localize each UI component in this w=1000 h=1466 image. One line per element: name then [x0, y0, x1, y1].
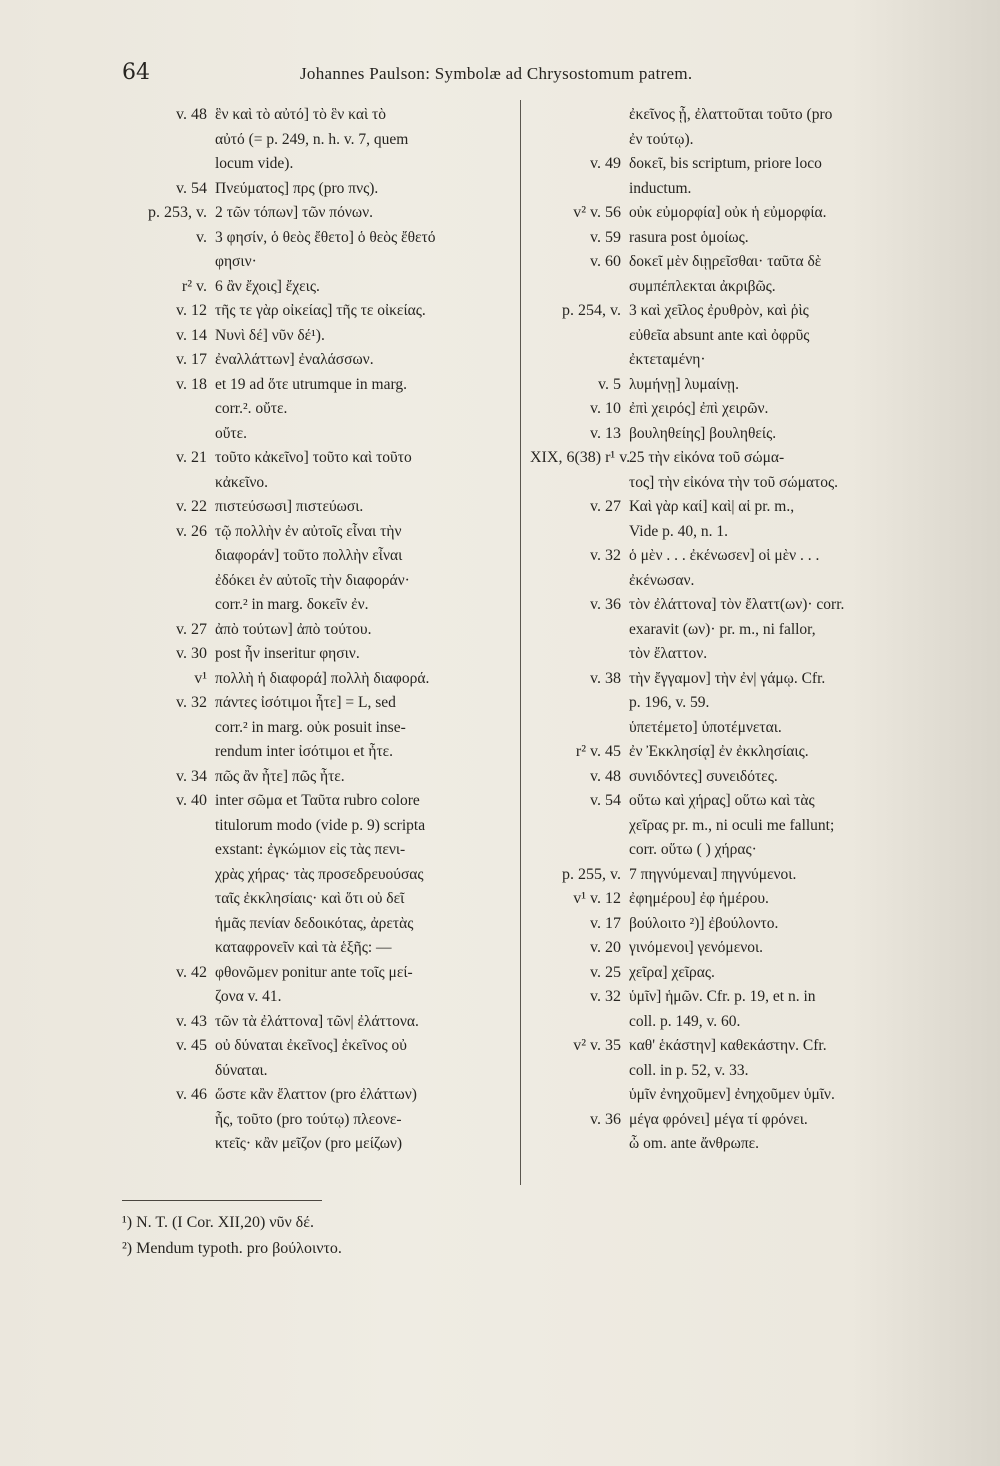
text-line: βουληθείης] βουληθείς.	[629, 424, 777, 442]
entry-text	[629, 593, 942, 667]
text-line: ἓν καὶ τὸ αὐτό] τὸ ἓν καὶ τὸ	[215, 106, 386, 123]
apparatus-entry	[530, 789, 942, 863]
footnote-rule	[122, 1200, 322, 1201]
verse-reference: v. 48	[590, 767, 621, 785]
apparatus-entry	[108, 495, 513, 520]
text-line: ἐκένωσαν.	[629, 571, 695, 589]
verse-reference: v. 21	[176, 449, 207, 466]
apparatus-entry	[108, 520, 513, 618]
entry-text	[215, 446, 513, 495]
entry-text	[629, 1034, 942, 1108]
text-line: οὕτω καὶ χήρας] οὕτω καὶ τὰς	[629, 792, 815, 809]
entry-text	[215, 765, 513, 790]
apparatus-entry	[108, 103, 513, 177]
verse-reference: v. 38	[590, 669, 621, 687]
apparatus-entry	[530, 422, 942, 447]
text-line: ἡμᾶς πενίαν δεδοικότας, ἀρετὰς	[215, 914, 414, 932]
verse-reference: v. 60	[590, 253, 621, 270]
apparatus-entry	[108, 324, 513, 349]
text-line: corr. οὕτω ( ) χήρας·	[629, 841, 757, 858]
entry-text	[629, 667, 942, 741]
text-line: δοκεῖ μὲν διῃρεῖσθαι· ταῦτα δὲ	[629, 253, 822, 270]
verse-reference: v² v. 56	[573, 204, 621, 221]
text-line: τὸν ἐλάττονα] τὸν ἔλαττ(ων)· corr.	[629, 596, 845, 613]
page-number: 64	[122, 60, 150, 85]
verse-reference: v. 32	[590, 547, 621, 564]
apparatus-entry	[108, 299, 513, 324]
verse-reference: v. 17	[176, 351, 207, 368]
apparatus-entry	[108, 765, 513, 790]
verse-reference: v. 13	[590, 424, 621, 442]
entry-text	[215, 1083, 513, 1157]
apparatus-entry	[108, 691, 513, 765]
text-line: οὔτε.	[215, 424, 248, 442]
text-line: χεῖρα] χεῖρας.	[629, 963, 715, 981]
entry-text	[215, 324, 513, 349]
verse-reference: v. 48	[176, 106, 207, 123]
text-line: 3 φησίν, ὁ θεὸς ἔθετο] ὁ θεὸς ἔθετό	[215, 228, 436, 246]
text-line: ἐναλλάττων] ἐναλάσσων.	[215, 351, 374, 368]
text-line: locum vide).	[215, 155, 294, 172]
text-line: ὦ om. ante ἄνθρωπε.	[629, 1135, 760, 1152]
apparatus-entry	[530, 299, 942, 373]
text-line: ἐκεῖνος ᾖ, ἐλαττοῦται τοῦτο (pro	[629, 106, 833, 123]
text-line: post ἦν inseritur φησιν.	[215, 645, 360, 662]
text-line: et 19 ad ὅτε utrumque in marg.	[215, 375, 407, 393]
apparatus-entry	[108, 177, 513, 202]
apparatus-entry	[530, 985, 942, 1034]
text-line: Καὶ γὰρ καί] καὶ| αἱ pr. m.,	[629, 498, 795, 515]
text-line: coll. p. 149, v. 60.	[629, 1012, 741, 1030]
entry-text	[215, 520, 513, 618]
entry-text	[629, 397, 942, 422]
entry-text	[629, 765, 942, 790]
apparatus-entry	[108, 373, 513, 447]
apparatus-entry	[530, 740, 942, 765]
verse-reference: v.	[196, 228, 207, 246]
text-line: συνιδόντες] συνειδότες.	[629, 767, 778, 785]
text-line: οὐ δύναται ἐκεῖνος] ἐκεῖνος οὐ	[215, 1037, 407, 1054]
text-line: Νυνὶ δέ] νῦν δέ¹).	[215, 326, 325, 344]
apparatus-entry	[530, 961, 942, 986]
text-line: εὐθεῖα absunt ante καὶ ὀφρῦς	[629, 326, 810, 344]
right-column	[530, 103, 942, 1157]
entry-text	[215, 1034, 513, 1083]
verse-reference: v² v. 35	[573, 1037, 621, 1054]
entry-text	[215, 667, 513, 692]
text-line: Πνεύματος] πρς (pro πνς).	[215, 179, 379, 197]
entry-text	[215, 373, 513, 447]
apparatus-entry	[530, 103, 942, 152]
apparatus-entry	[530, 446, 942, 495]
running-title: Johannes Paulson: Symbolæ ad Chrysostomum patrem.	[300, 64, 693, 83]
entry-text	[629, 250, 942, 299]
text-line: τῆς τε γὰρ οἰκείας] τῆς τε οἰκείας.	[215, 302, 426, 319]
apparatus-entry	[108, 1083, 513, 1157]
apparatus-entry	[530, 936, 942, 961]
left-column	[108, 103, 513, 1157]
text-line: ἀπὸ τούτων] ἀπὸ τούτου.	[215, 620, 372, 638]
verse-reference: v. 46	[176, 1086, 207, 1103]
verse-reference: v. 49	[590, 155, 621, 172]
text-line: ὑμῖν] ἡμῶν. Cfr. p. 19, et n. in	[629, 988, 816, 1005]
verse-reference: v. 54	[590, 792, 621, 809]
text-line: πολλὴ ἡ διαφορά] πολλὴ διαφορά.	[215, 669, 430, 687]
text-line: Vide p. 40, n. 1.	[629, 522, 728, 540]
text-line: ὁ μὲν . . . ἐκένωσεν] οἱ μὲν . . .	[629, 547, 820, 564]
verse-reference: v. 40	[176, 792, 207, 809]
verse-reference: v. 20	[590, 939, 621, 956]
entry-text	[215, 961, 513, 1010]
verse-reference: v. 32	[590, 988, 621, 1005]
text-line: p. 196, v. 59.	[629, 694, 710, 711]
text-line: ταῖς ἐκκλησίαις· καὶ ὅτι οὐ δεῖ	[215, 890, 405, 907]
verse-reference: r² v. 45	[575, 743, 621, 760]
text-line: rendum inter ἰσότιμοι et ἦτε.	[215, 743, 394, 760]
entry-text	[629, 863, 942, 888]
apparatus-entry	[530, 373, 942, 398]
text-line: φθονῶμεν ponitur ante τοῖς μεί-	[215, 963, 413, 981]
entry-text	[215, 495, 513, 520]
apparatus-entry	[108, 642, 513, 667]
verse-reference: XIX, 6(38) r¹ v.	[530, 449, 631, 466]
entry-text	[215, 226, 513, 275]
text-line: ὑμῖν ἐνηχοῦμεν] ἐνηχοῦμεν ὑμῖν.	[629, 1086, 835, 1103]
verse-reference: v. 36	[590, 1110, 621, 1128]
text-line: φησιν·	[215, 253, 257, 270]
verse-reference: v. 5	[598, 375, 621, 393]
entry-text	[215, 275, 513, 300]
apparatus-entry	[530, 887, 942, 912]
entry-text	[629, 446, 942, 495]
text-line: rasura post ὁμοίως.	[629, 228, 749, 246]
entry-text	[215, 789, 513, 961]
text-line: λυμήνῃ] λυμαίνῃ.	[629, 375, 739, 393]
text-line: αὐτό (= p. 249, n. h. v. 7, quem	[215, 130, 409, 148]
text-line: corr.². οὔτε.	[215, 400, 288, 417]
entry-text	[629, 201, 942, 226]
text-line: 3 καὶ χεῖλος ἐρυθρὸν, καὶ ῥὶς	[629, 302, 809, 319]
entry-text	[629, 961, 942, 986]
apparatus-entry	[530, 1108, 942, 1157]
text-line: χρὰς χήρας· τὰς προσεδρευούσας	[215, 865, 424, 883]
footnote: ²) Mendum typoth. pro βούλοιντο.	[122, 1240, 342, 1257]
verse-reference: p. 255, v.	[562, 865, 621, 883]
text-line: κτεῖς· κἂν μεῖζον (pro μείζων)	[215, 1135, 403, 1152]
text-line: ζονα v. 41.	[215, 988, 282, 1005]
text-line: χεῖρας pr. m., ni oculi me fallunt;	[629, 816, 835, 834]
verse-reference	[530, 103, 629, 152]
entry-text	[215, 177, 513, 202]
verse-reference: v. 30	[176, 645, 207, 662]
apparatus-entry	[530, 544, 942, 593]
entry-text	[629, 495, 942, 544]
verse-reference: v. 59	[590, 228, 621, 246]
verse-reference: v. 12	[176, 302, 207, 319]
text-line: γινόμενοι] γενόμενοι.	[629, 939, 764, 956]
text-line: ἐκτεταμένη·	[629, 351, 706, 368]
apparatus-entry	[530, 593, 942, 667]
text-line: πιστεύσωσι] πιστεύωσι.	[215, 498, 364, 515]
entry-text	[215, 348, 513, 373]
apparatus-entry	[530, 1034, 942, 1108]
apparatus-entry	[108, 961, 513, 1010]
entry-text	[629, 1108, 942, 1157]
text-line: πῶς ἂν ἦτε] πῶς ἦτε.	[215, 767, 345, 785]
footnote: ¹) N. T. (I Cor. XII,20) νῦν δέ.	[122, 1214, 314, 1231]
text-line: ἐν Ἐκκλησίᾳ] ἐν ἐκκλησίαις.	[629, 743, 809, 760]
verse-reference: v. 45	[176, 1037, 207, 1054]
verse-reference: p. 254, v.	[562, 302, 621, 319]
text-line: coll. in p. 52, v. 33.	[629, 1061, 749, 1079]
entry-text	[629, 740, 942, 765]
text-line: inter σῶμα et Ταῦτα rubro colore	[215, 792, 420, 809]
apparatus-entry	[108, 201, 513, 226]
apparatus-entry	[108, 1010, 513, 1035]
text-line: 6 ἂν ἔχοις] ἔχεις.	[215, 277, 320, 295]
verse-reference: p. 253, v.	[148, 204, 207, 221]
text-line: exaravit (ων)· pr. m., ni fallor,	[629, 620, 816, 638]
text-line: exstant: ἐγκώμιον εἰς τὰς πενι-	[215, 841, 406, 858]
text-line: τὴν ἔγγαμον] τὴν ἐν| γάμῳ. Cfr.	[629, 669, 826, 687]
text-line: συμπέπλεκται ἀκριβῶς.	[629, 277, 776, 295]
text-line: ἐφημέρου] ἐφ ἡμέρου.	[629, 890, 769, 907]
verse-reference: v. 10	[590, 400, 621, 417]
apparatus-entry	[530, 226, 942, 251]
apparatus-entry	[530, 495, 942, 544]
text-line: inductum.	[629, 179, 692, 197]
apparatus-entry	[530, 397, 942, 422]
text-line: πάντες ἰσότιμοι ἦτε] = L, sed	[215, 694, 396, 711]
entry-text	[215, 1010, 513, 1035]
verse-reference: v. 54	[176, 179, 207, 197]
entry-text	[629, 985, 942, 1034]
entry-text	[629, 152, 942, 201]
verse-reference: v. 36	[590, 596, 621, 613]
entry-text	[629, 373, 942, 398]
page-header	[122, 60, 882, 90]
entry-text	[629, 936, 942, 961]
entry-text	[629, 912, 942, 937]
apparatus-entry	[108, 348, 513, 373]
verse-reference: v. 34	[176, 767, 207, 785]
entry-text	[629, 544, 942, 593]
text-line: ἐπὶ χειρός] ἐπὶ χειρῶν.	[629, 400, 769, 417]
entry-text	[215, 691, 513, 765]
text-line: τος] τὴν εἰκόνα τὴν τοῦ σώματος.	[629, 473, 839, 491]
apparatus-entry	[108, 789, 513, 961]
verse-reference: v. 22	[176, 498, 207, 515]
text-line: ἐν τούτῳ).	[629, 130, 694, 148]
verse-reference: v¹ v. 12	[573, 890, 621, 907]
verse-reference: v. 42	[176, 963, 207, 981]
verse-reference: v. 27	[590, 498, 621, 515]
text-line: δοκεῖ, bis scriptum, priore loco	[629, 155, 822, 172]
entry-text	[629, 422, 942, 447]
apparatus-entry	[530, 667, 942, 741]
verse-reference: v. 27	[176, 620, 207, 638]
apparatus-entry	[530, 863, 942, 888]
apparatus-entry	[530, 250, 942, 299]
verse-reference: v. 43	[176, 1012, 207, 1030]
verse-reference: v. 18	[176, 375, 207, 393]
entry-text	[629, 103, 942, 152]
apparatus-entry	[108, 618, 513, 643]
verse-reference: v¹	[194, 669, 207, 687]
verse-reference: v. 26	[176, 522, 207, 540]
verse-reference: v. 32	[176, 694, 207, 711]
entry-text	[215, 103, 513, 177]
text-line: τὸν ἔλαττον.	[629, 645, 708, 662]
verse-reference: v. 25	[590, 963, 621, 981]
apparatus-entry	[108, 275, 513, 300]
footnotes	[122, 1210, 622, 1262]
entry-text	[215, 618, 513, 643]
text-line: τοῦτο κἀκεῖνο] τοῦτο καὶ τοῦτο	[215, 449, 412, 466]
entry-text	[629, 226, 942, 251]
column-divider	[520, 100, 521, 1185]
entry-text	[215, 299, 513, 324]
apparatus-entry	[108, 446, 513, 495]
verse-reference: r² v.	[181, 277, 207, 295]
text-line: ὥστε κἂν ἔλαττον (pro ἐλάττων)	[215, 1086, 417, 1103]
apparatus-entry	[108, 226, 513, 275]
text-line: 2 τῶν τόπων] τῶν πόνων.	[215, 204, 373, 221]
text-line: καταφρονεῖν καὶ τὰ ἑξῆς: —	[215, 939, 392, 956]
text-line: βούλοιτο ²)] ἐβούλοντο.	[629, 914, 779, 932]
text-line: οὐκ εὐμορφία] οὐκ ἡ εὐμορφία.	[629, 204, 827, 221]
entry-text	[629, 299, 942, 373]
entry-text	[215, 642, 513, 667]
entry-text	[629, 789, 942, 863]
text-line: δύναται.	[215, 1061, 268, 1079]
text-line: κἀκεῖνο.	[215, 473, 269, 491]
entry-text	[629, 887, 942, 912]
apparatus-entry	[530, 152, 942, 201]
text-line: τῶν τὰ ἐλάττονα] τῶν| ἐλάττονα.	[215, 1012, 419, 1030]
verse-reference: v. 17	[590, 914, 621, 932]
text-line: titulorum modo (vide p. 9) scripta	[215, 816, 426, 834]
text-line: τῷ πολλὴν ἐν αὐτοῖς εἶναι τὴν	[215, 522, 402, 540]
apparatus-entry	[530, 765, 942, 790]
text-line: ὑπετέμετο] ὑποτέμνεται.	[629, 718, 782, 736]
text-line: καθ' ἑκάστην] καθεκάστην. Cfr.	[629, 1037, 827, 1054]
verse-reference: v. 14	[176, 326, 207, 344]
apparatus-entry	[108, 1034, 513, 1083]
text-line: corr.² in marg. δοκεῖν ἐν.	[215, 596, 369, 613]
text-line: μέγα φρόνει] μέγα τί φρόνει.	[629, 1110, 808, 1128]
apparatus-entry	[530, 912, 942, 937]
apparatus-entry	[530, 201, 942, 226]
apparatus-entry	[108, 667, 513, 692]
text-line: διαφοράν] τοῦτο πολλὴν εἶναι	[215, 547, 403, 564]
entry-text	[215, 201, 513, 226]
text-line: ἐδόκει ἐν αὐτοῖς τὴν διαφοράν·	[215, 571, 410, 589]
text-line: corr.² in marg. οὐκ posuit inse-	[215, 718, 406, 736]
text-line: 7 πηγνύμεναι] πηγνύμενοι.	[629, 865, 797, 883]
text-line: ἧς, τοῦτο (pro τούτῳ) πλεονε-	[215, 1110, 402, 1128]
text-line: 25 τὴν εἰκόνα τοῦ σώμα-	[629, 449, 785, 466]
